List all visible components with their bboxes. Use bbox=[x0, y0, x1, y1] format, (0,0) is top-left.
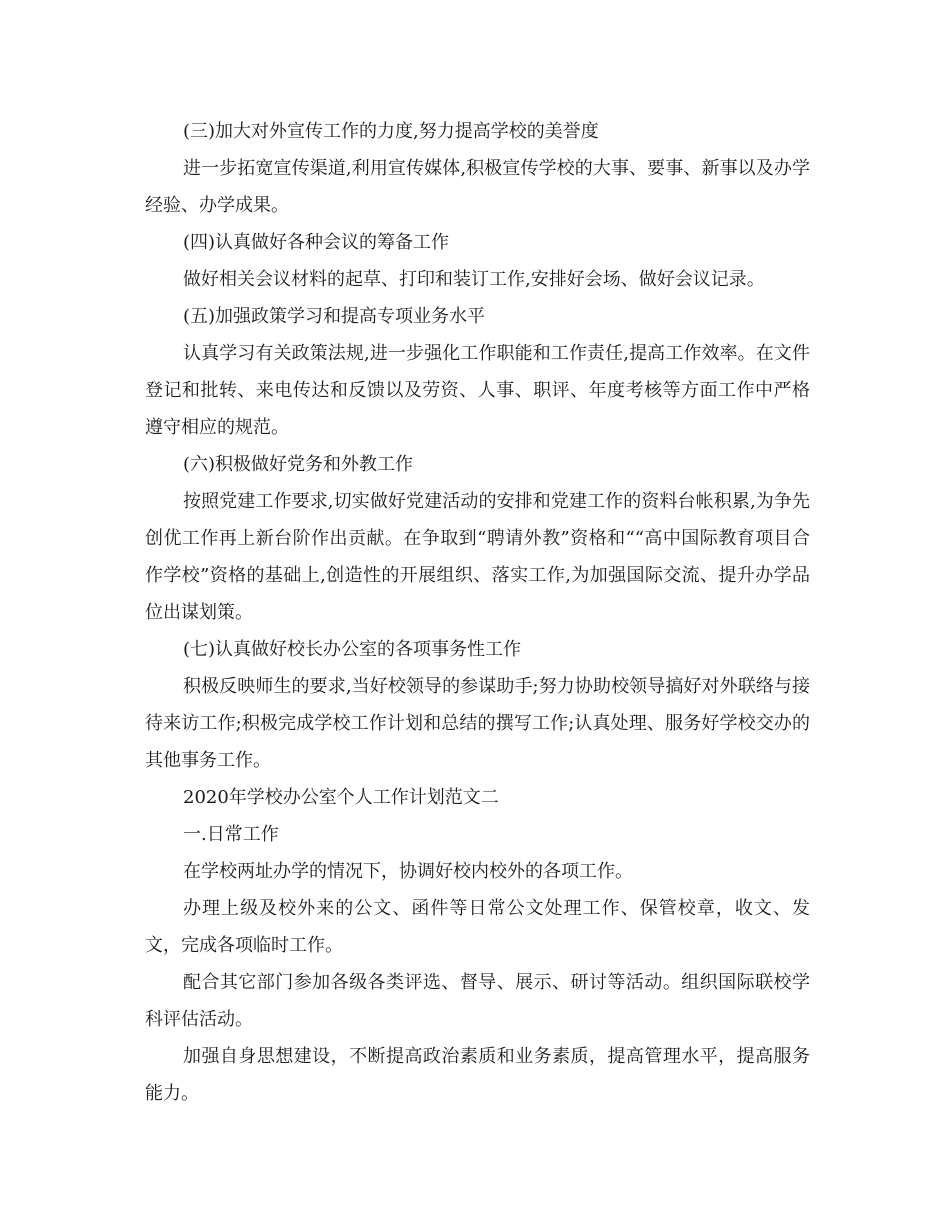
section-heading-daily-work: 一.日常工作 bbox=[183, 824, 279, 845]
paragraph-activities: 配合其它部门参加各级各类评选、督导、展示、研讨等活动。组织国际联校学科评估活动。 bbox=[145, 972, 810, 1030]
document-body bbox=[145, 113, 810, 1112]
paragraph-publicity: 进一步拓宽宣传渠道,利用宣传媒体,积极宣传学校的大事、要事、新事以及办学经验、办学成果。 bbox=[145, 158, 810, 216]
section-heading-office-affairs: (七)认真做好校长办公室的各项事务性工作 bbox=[183, 639, 522, 660]
paragraph-coordination: 在学校两址办学的情况下，协调好校内校外的各项工作。 bbox=[183, 861, 633, 882]
section-heading-party-affairs: (六)积极做好党务和外教工作 bbox=[183, 454, 414, 475]
document-subtitle: 2020年学校办公室个人工作计划范文二 bbox=[183, 787, 499, 808]
paragraph-meetings: 做好相关会议材料的起草、打印和装订工作,安排好会场、做好会议记录。 bbox=[183, 269, 765, 290]
paragraph-self-improvement: 加强自身思想建设，不断提高政治素质和业务素质，提高管理水平，提高服务能力。 bbox=[145, 1046, 810, 1104]
paragraph-party-affairs: 按照党建工作要求,切实做好党建活动的安排和党建工作的资料台帐积累,为争先创优工作再上新台阶作出贡献。在争取到“聘请外教”资格和““高中国际教育项目合作学校”资格的基础上,创造性的开展组织、落实工作,为加强国际交流、提升办学品位出谋划策。 bbox=[145, 491, 810, 623]
paragraph-documents: 办理上级及校外来的公文、函件等日常公文处理工作、保管校章，收文、发文，完成各项临时工作。 bbox=[145, 898, 810, 956]
section-heading-publicity: (三)加大对外宣传工作的力度,努力提高学校的美誉度 bbox=[183, 121, 599, 142]
paragraph-policy-study: 认真学习有关政策法规,进一步强化工作职能和工作责任,提高工作效率。在文件登记和批转、来电传达和反馈以及劳资、人事、职评、年度考核等方面工作中严格遵守相应的规范。 bbox=[145, 343, 810, 438]
paragraph-office-affairs: 积极反映师生的要求,当好校领导的参谋助手;努力协助校领导搞好对外联络与接待来访工作;积极完成学校工作计划和总结的撰写工作;认真处理、服务好学校交办的其他事务工作。 bbox=[145, 676, 810, 771]
section-heading-meetings: (四)认真做好各种会议的筹备工作 bbox=[183, 232, 450, 253]
section-heading-policy-study: (五)加强政策学习和提高专项业务水平 bbox=[183, 306, 486, 327]
